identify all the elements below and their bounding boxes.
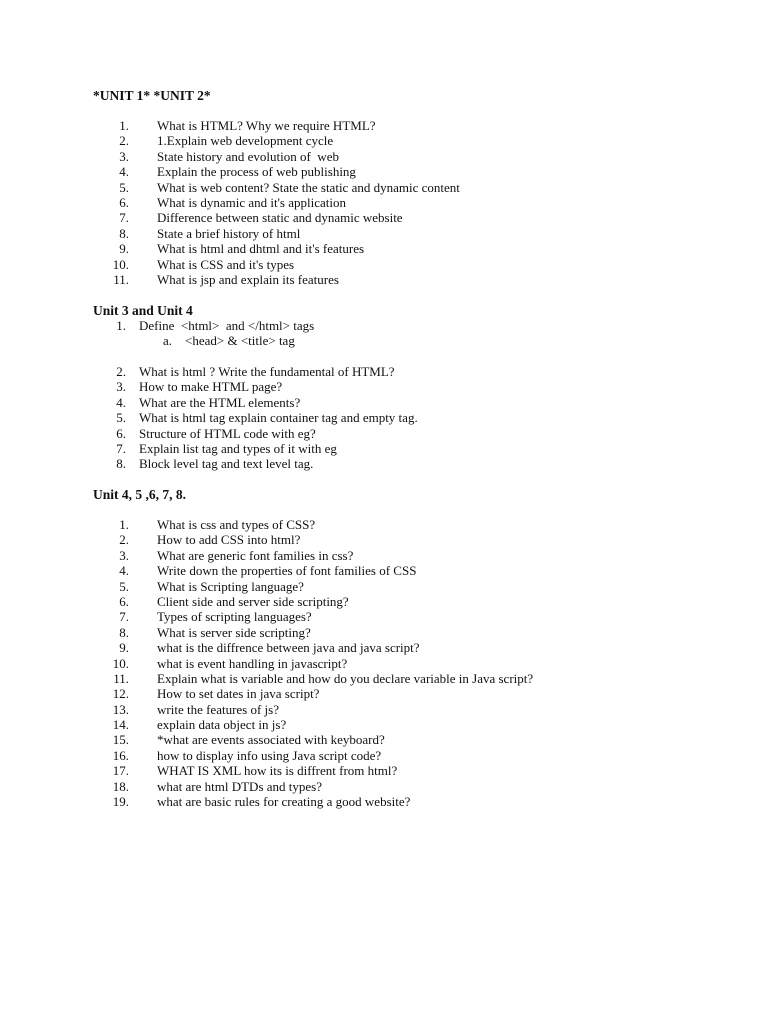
- list-item-number: 6.: [116, 425, 126, 441]
- list-item-number: 9.: [119, 241, 129, 257]
- list-item-number: 4.: [116, 394, 126, 410]
- list-item-number: 10.: [112, 256, 129, 272]
- list-item-text: What is css and types of CSS?: [157, 517, 316, 532]
- list-item-text: Explain the process of web publishing: [157, 164, 356, 180]
- list-item-number: 14.: [112, 717, 129, 733]
- list-item-number: 3.: [119, 547, 129, 563]
- list-item-number: 17.: [112, 763, 129, 779]
- list-item-text: What are the HTML elements?: [139, 394, 301, 410]
- list-item-number: 15.: [112, 732, 129, 748]
- list-item-number: 9.: [119, 640, 129, 656]
- list-item-text: what is the diffrence between java and java script?: [157, 640, 420, 656]
- list-item-number: 8.: [119, 225, 129, 241]
- list-item-number: 5.: [116, 410, 126, 426]
- list-item-text: Structure of HTML code with eg?: [139, 425, 316, 441]
- list-item-text: what are basic rules for creating a good website?: [157, 794, 411, 810]
- list-item-number: 3.: [119, 148, 129, 164]
- list-item-number: 2.: [119, 532, 129, 548]
- list-item-number: 10.: [112, 655, 129, 671]
- list-item-number: 11.: [113, 670, 129, 686]
- list-item-text: Explain list tag and types of it with eg: [139, 440, 337, 456]
- section-heading-unit-4-8: Unit 4, 5 ,6, 7, 8.: [93, 487, 187, 502]
- list-item-number: 6.: [119, 593, 129, 609]
- list-item-text: What is jsp and explain its features: [157, 271, 339, 287]
- list-item-number: 2.: [116, 364, 126, 379]
- section-heading-unit-3-4: Unit 3 and Unit 4: [93, 303, 193, 318]
- list-item-text: What is web content? State the static and dynamic content: [157, 179, 460, 195]
- list-item-number: 1.: [119, 517, 129, 532]
- list-item-number: 16.: [112, 747, 129, 763]
- list-item-text: explain data object in js?: [157, 717, 287, 733]
- list-item-text: Block level tag and text level tag.: [139, 456, 314, 472]
- list-item-text: 1.Explain web development cycle: [157, 133, 334, 149]
- list-item-text: What is Scripting language?: [157, 578, 304, 594]
- list-item-number: 19.: [112, 794, 129, 810]
- list-item-number: 7.: [119, 609, 129, 625]
- list-item-text: What are generic font families in css?: [157, 547, 354, 563]
- list-item-number: 4.: [119, 164, 129, 180]
- list-item-text: write the features of js?: [157, 701, 280, 717]
- list-item-text: Client side and server side scripting?: [157, 593, 349, 609]
- list-item-number: a.: [162, 333, 172, 348]
- list-item-text: State a brief history of html: [157, 225, 301, 241]
- list-item-text: Explain what is variable and how do you declare variable in Java script?: [157, 670, 534, 686]
- list-item-text: How to make HTML page?: [139, 379, 283, 395]
- list-item-number: 12.: [112, 686, 129, 702]
- list-item-number: 6.: [119, 194, 129, 210]
- list-item-text: What is html ? Write the fundamental of HTML?: [139, 364, 395, 379]
- section-heading-unit-1-2: *UNIT 1* *UNIT 2*: [93, 88, 211, 103]
- list-item-number: 7.: [119, 210, 129, 226]
- list-item-number: 8.: [119, 624, 129, 640]
- list-item-text: Difference between static and dynamic website: [157, 210, 403, 226]
- list-item-text: how to display info using Java script code?: [157, 747, 382, 763]
- list-item-number: 4.: [119, 563, 129, 579]
- list-item-text: what are html DTDs and types?: [157, 778, 322, 794]
- list-item-number: 1.: [116, 318, 126, 333]
- list-item-text: WHAT IS XML how its is diffrent from html?: [157, 763, 398, 779]
- list-item-text: How to set dates in java script?: [157, 686, 320, 702]
- list-item-text: What is server side scripting?: [157, 624, 311, 640]
- list-item-text: Write down the properties of font families of CSS: [157, 563, 417, 579]
- list-item-number: 13.: [112, 701, 129, 717]
- list-item-number: 5.: [119, 578, 129, 594]
- list-item-text: What is CSS and it's types: [157, 256, 295, 272]
- list-item-text: *what are events associated with keyboard?: [157, 732, 385, 748]
- list-item-number: 2.: [119, 133, 129, 149]
- list-item-text: <head> & <title> tag: [185, 333, 295, 348]
- list-item-text: Define <html> and </html> tags: [139, 318, 315, 333]
- list-item-text: How to add CSS into html?: [157, 532, 301, 548]
- list-item-number: 3.: [116, 379, 126, 395]
- list-item-number: 11.: [113, 271, 129, 287]
- list-item-text: what is event handling in javascript?: [157, 655, 348, 671]
- list-item-number: 18.: [112, 778, 129, 794]
- list-item-text: Types of scripting languages?: [157, 609, 312, 625]
- list-item-text: What is dynamic and it's application: [157, 194, 346, 210]
- list-item-text: State history and evolution of web: [157, 148, 339, 164]
- list-item-number: 5.: [119, 179, 129, 195]
- list-item-text: What is html tag explain container tag and empty tag.: [139, 410, 418, 426]
- list-item-text: What is HTML? Why we require HTML?: [157, 118, 376, 133]
- list-item-number: 1.: [119, 118, 129, 133]
- list-item-number: 7.: [116, 440, 126, 456]
- list-item-number: 8.: [116, 456, 126, 472]
- list-item-text: What is html and dhtml and it's features: [157, 241, 365, 257]
